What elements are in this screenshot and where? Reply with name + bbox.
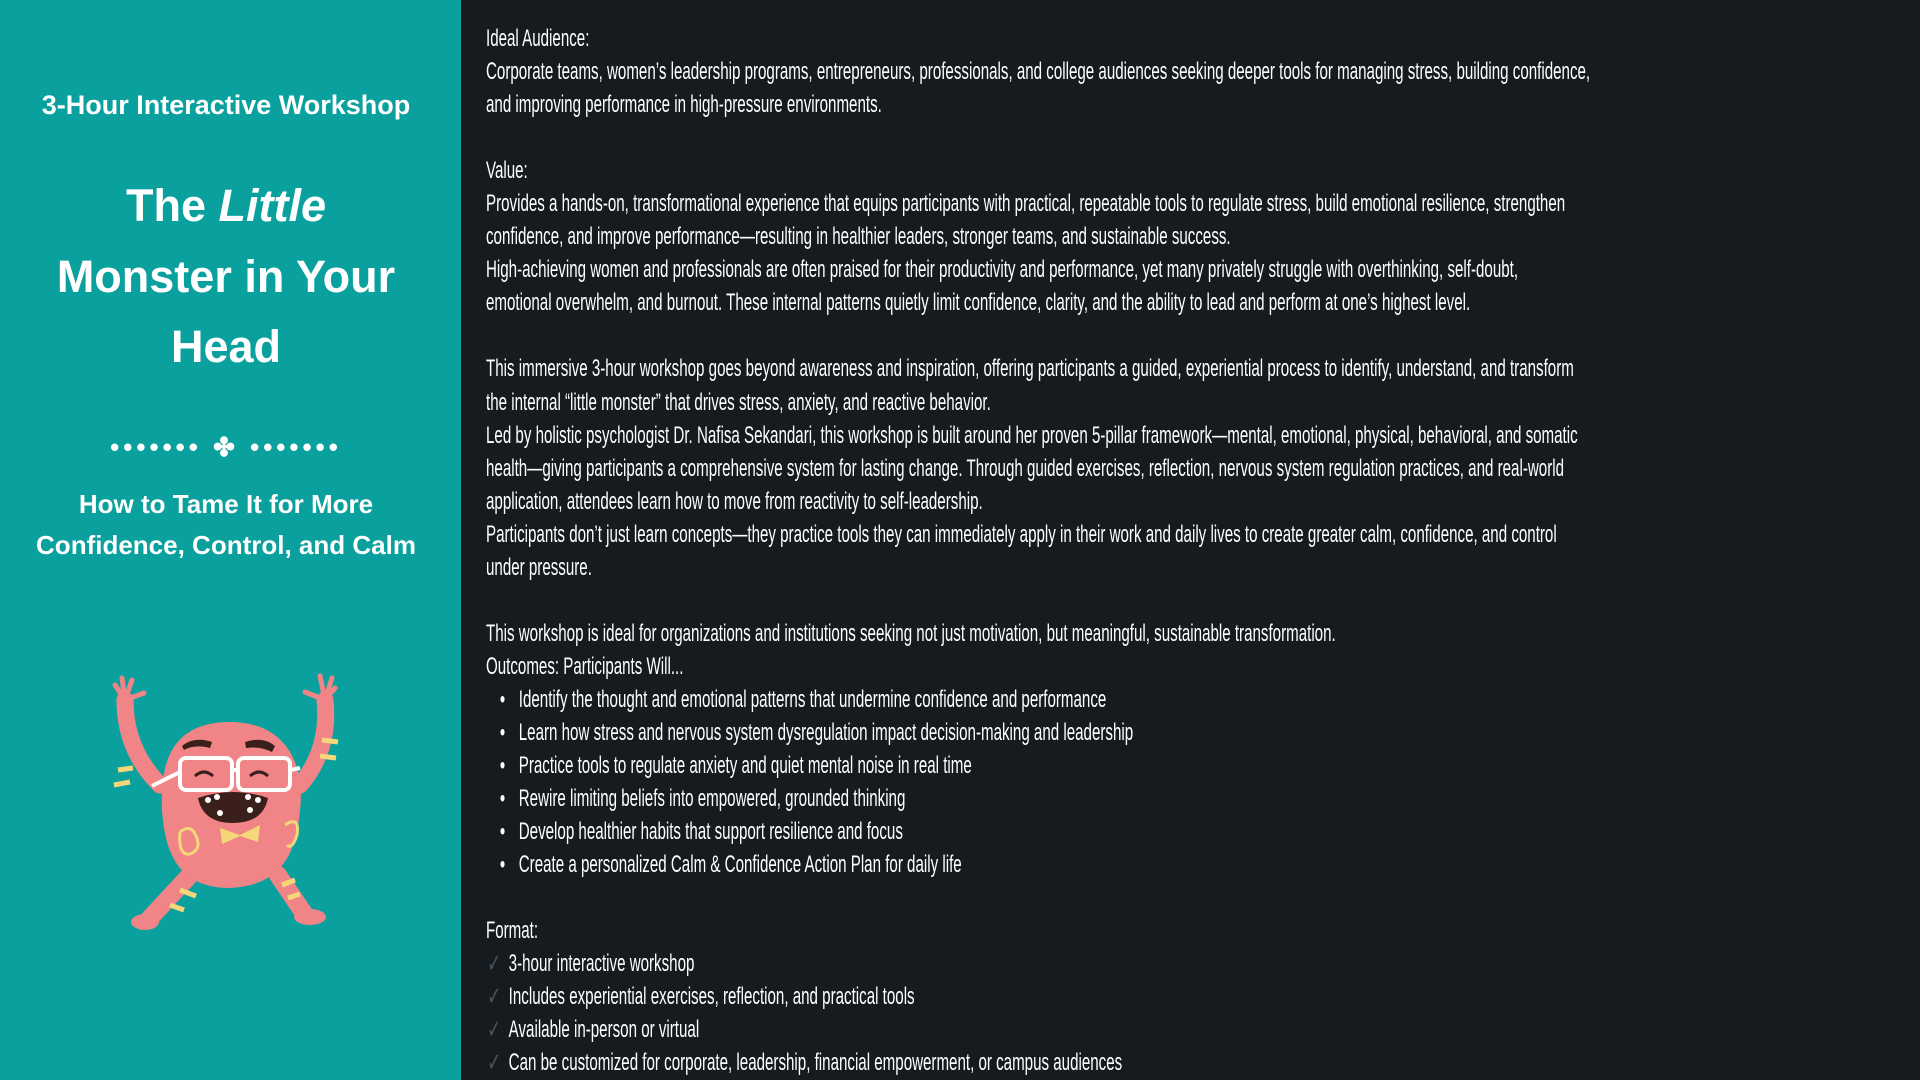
subtitle-line-1: How to Tame It for More <box>78 489 374 519</box>
workshop-details <box>486 22 1920 1080</box>
ideal-text: This workshop is ideal for organizations and institutions seeking not just motivation, but meaningful, sustainable transformation. <box>486 619 1336 647</box>
audience-heading: Ideal Audience: <box>486 25 590 52</box>
value-text: emotional overwhelm, and burnout. These internal patterns quietly limit confidence, clarity, and the ability to lead and perform at one’s highest level. <box>486 289 1471 317</box>
outcome-item <box>486 683 1920 716</box>
title-the: The <box>125 180 206 231</box>
title-line-2: Monster in Your <box>56 251 396 302</box>
title-line-1 <box>0 171 452 241</box>
outcome-text: Learn how stress and nervous system dysregulation impact decision-making and leadership <box>518 718 1134 746</box>
value-text: confidence, and improve performance—resulting in healthier leaders, stronger teams, and sustainable success. <box>486 223 1231 251</box>
format-text: 3-hour interactive workshop <box>508 950 695 978</box>
check-icon: ✓ <box>487 1047 501 1078</box>
bullet-icon: • <box>499 685 506 713</box>
workshop-kicker: 3-Hour Interactive Workshop <box>41 90 411 120</box>
bullet-icon: • <box>499 818 506 846</box>
value-text: High-achieving women and professionals are often praised for their productivity and performance, yet many privately struggle with overthinking, self-doubt, <box>486 256 1519 284</box>
bullet-icon: • <box>499 785 506 813</box>
monster-illustration <box>100 660 360 950</box>
audience-text: Corporate teams, women’s leadership programs, entrepreneurs, professionals, and college audiences seeking deeper tools for managing stress, building confidence, <box>486 58 1591 86</box>
audience-text: and improving performance in high-pressure environments. <box>486 91 882 119</box>
check-icon: ✓ <box>487 948 501 979</box>
check-icon: ✓ <box>487 1014 501 1045</box>
outcome-text: Create a personalized Calm & Confidence Action Plan for daily life <box>518 851 962 879</box>
immersive-text: the internal “little monster” that drives stress, anxiety, and reactive behavior. <box>486 388 991 416</box>
outcome-item <box>486 815 1920 848</box>
outcomes-heading: Outcomes: Participants Will... <box>486 652 684 680</box>
immersive-text: Participants don’t just learn concepts—they practice tools they can immediately apply in their work and daily lives to create greater calm, confidence, and control <box>486 520 1557 548</box>
bullet-icon: • <box>499 851 506 879</box>
format-item <box>486 980 1920 1013</box>
outcome-text: Rewire limiting beliefs into empowered, grounded thinking <box>518 785 906 813</box>
outcome-item <box>486 749 1920 782</box>
outcome-item <box>486 782 1920 815</box>
immersive-text: health—giving participants a comprehensive system for lasting change. Through guided exercises, reflection, nervous system regulation practices, and real-world <box>486 454 1564 482</box>
outcome-text: Develop healthier habits that support resilience and focus <box>518 818 903 846</box>
outcome-text: Identify the thought and emotional patterns that undermine confidence and performance <box>518 685 1107 713</box>
value-text: Provides a hands-on, transformational experience that equips participants with practical, repeatable tools to regulate stress, build emotional resilience, strengthen <box>486 190 1566 218</box>
format-text: Available in-person or virtual <box>508 1016 700 1044</box>
bullet-icon: • <box>499 752 506 780</box>
title-line-3: Head <box>170 321 282 372</box>
immersive-text: This immersive 3-hour workshop goes beyond awareness and inspiration, offering participants a guided, experiential process to identify, understand, and transform <box>486 355 1574 383</box>
outcome-item <box>486 716 1920 749</box>
format-text: Includes experiential exercises, reflection, and practical tools <box>508 983 915 1011</box>
format-item <box>486 947 1920 980</box>
outcome-item <box>486 848 1920 881</box>
left-panel <box>0 0 461 1080</box>
outcome-text: Practice tools to regulate anxiety and quiet mental noise in real time <box>518 752 972 780</box>
check-icon: ✓ <box>487 981 501 1012</box>
value-heading: Value: <box>486 157 528 185</box>
subtitle-line-2: Confidence, Control, and Calm <box>36 530 416 560</box>
immersive-text: application, attendees learn how to move from reactivity to self-leadership. <box>486 487 983 515</box>
format-text: Can be customized for corporate, leadership, financial empowerment, or campus audiences <box>508 1049 1123 1077</box>
format-item <box>486 1013 1920 1046</box>
dotted-divider: ••••••• ✤ ••••••• <box>110 432 342 462</box>
title-little: Little <box>218 180 327 231</box>
immersive-text: under pressure. <box>486 553 592 581</box>
immersive-text: Led by holistic psychologist Dr. Nafisa Sekandari, this workshop is built around her proven 5-pillar framework—mental, emotional, physical, behavioral, and somatic <box>486 421 1578 449</box>
format-item <box>486 1046 1920 1079</box>
format-heading: Format: <box>486 917 539 945</box>
bullet-icon: • <box>499 718 506 746</box>
